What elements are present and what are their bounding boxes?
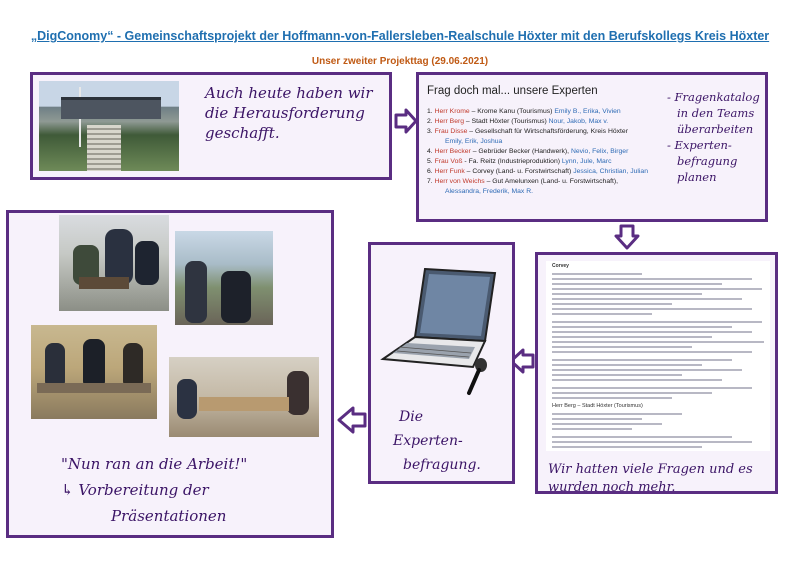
doc-line [552,369,742,371]
doc-line [552,308,752,310]
handwritten-note-challenge: Auch heute haben wir die Herausforderung geschafft. [205,84,373,142]
doc-line [552,321,762,323]
page-title: „DigConomy“ - Gemeinschaftsprojekt der Hoffmann-von-Fallersleben-Realschule Höxter mit den Berufskollegs Kreis Höxter [30,29,770,43]
list-item: 5. Frau Voß - Fa. Reitz (Industrieproduktion) Lynn, Jule, Marc [427,158,612,165]
workshop-panel [6,210,334,538]
list-item: 1. Herr Krome – Krome Kanu (Tourismus) Emily B., Erika, Vivien [427,108,621,115]
doc-line [552,303,672,305]
doc-line [552,413,682,415]
doc-line [552,436,732,438]
doc-line [552,293,702,295]
page-subtitle: Unser zweiter Projekttag (29.06.2021) [311,56,489,67]
handwritten-note-questions: Wir hatten viele Fragen und es wurden noch mehr. [548,462,753,495]
handwritten-note-next-steps: "Nun ran an die Arbeit!" ↳ Vorbereitung der Präsentationen [61,455,248,525]
arrow-down-icon [614,224,640,250]
doc-line [552,446,702,448]
doc-line [552,387,752,389]
building-panel [30,72,392,180]
list-item: 7. Herr von Weichs – Gut Amelunxen (Land- u. Forstwirtschaft), [427,178,619,185]
doc-line [552,313,652,315]
doc-heading: Corvey [552,263,569,269]
doc-line [552,374,682,376]
arrow-right-icon [394,108,418,134]
photo-classroom-desks [169,357,319,437]
doc-line [552,379,722,381]
arrow-left-icon [337,406,367,434]
doc-line [552,397,672,399]
doc-line [552,418,642,420]
building [61,97,161,119]
doc-line [552,423,662,425]
doc-line [552,341,764,343]
photo-group-table [31,325,157,419]
stairs [87,125,121,171]
question-catalog-document [546,261,770,451]
photo-students-laptops [59,215,169,311]
questions-panel [535,252,778,494]
handwritten-note-interview: Die Experten- befragung. [393,409,481,473]
list-item: 2. Herr Berg – Stadt Höxter (Tourismus) Nour, Jakob, Max v. [427,118,609,125]
doc-line [552,441,752,443]
list-item: Emily, Erik, Joshua [445,138,503,145]
doc-line [552,346,692,348]
experts-panel [416,72,768,222]
interview-panel [368,242,515,484]
doc-line [552,428,632,430]
doc-line [552,359,732,361]
list-item: 6. Herr Funk – Corvey (Land- u. Forstwirtschaft) Jessica, Christian, Julian [427,168,648,175]
doc-heading: Herr Berg – Stadt Höxter (Tourismus) [552,403,643,409]
doc-line [552,351,752,353]
doc-line [552,336,712,338]
doc-line [552,364,702,366]
microphone-icon [463,357,489,397]
list-item: 4. Herr Becker – Gebrüder Becker (Handwerk), Nevio, Felix, Birger [427,148,629,155]
list-item: 3. Frau Disse – Gesellschaft für Wirtschaftsförderung, Kreis Höxter [427,128,628,135]
experts-list [427,107,667,197]
school-building-photo [39,81,179,171]
list-item: Alessandra, Frederik, Max R. [445,188,534,195]
handwritten-note-tasks: - Fragenkatalog in den Teams überarbeiten - Experten- befragung planen [667,90,760,184]
doc-line [552,392,712,394]
doc-line [552,288,762,290]
doc-line [552,273,642,275]
doc-line [552,278,752,280]
doc-line [552,326,732,328]
doc-line [552,331,752,333]
photo-student-window [175,231,273,325]
doc-line [552,283,722,285]
laptop-icon [377,263,511,393]
doc-line [552,298,742,300]
experts-title: Frag doch mal... unsere Experten [427,85,598,97]
